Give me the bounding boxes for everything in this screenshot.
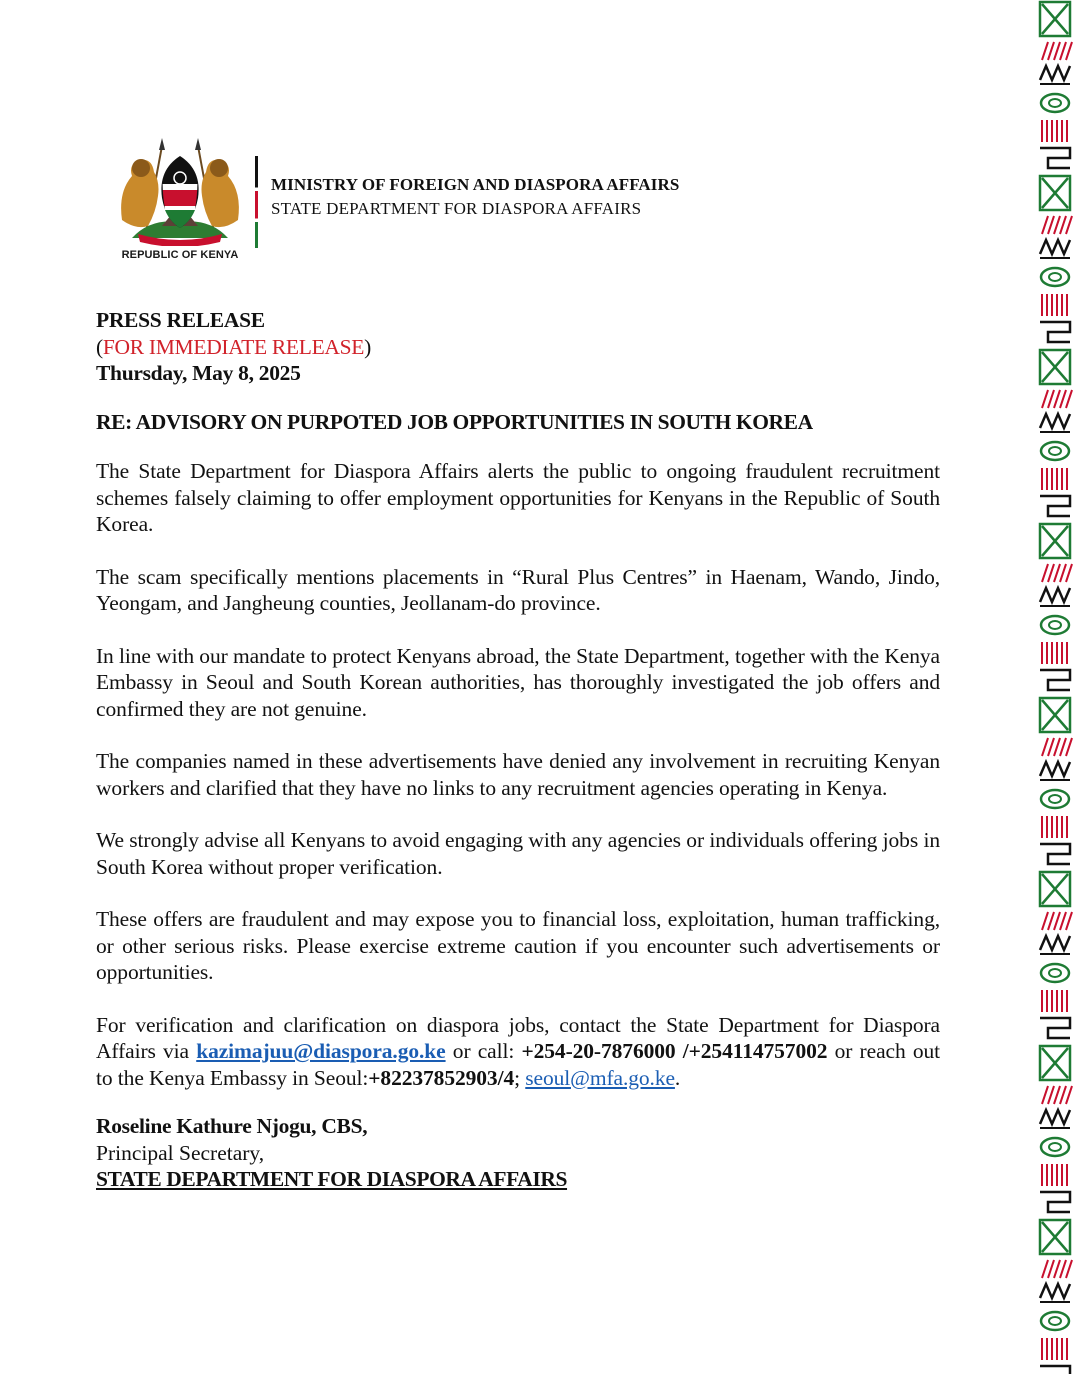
paragraph: In line with our mandate to protect Kenyans abroad, the State Department, together with the Kenya Embassy in Seoul and South Korean authorities, has thoroughly investigated the job offers and confirmed they are not genuine. — [96, 643, 940, 721]
signature-block — [96, 1113, 940, 1193]
contact-embassy-text: or reach out to the Kenya Embassy in Seoul: — [96, 1039, 940, 1090]
contact-end: . — [674, 1065, 681, 1090]
contact-separator: ; — [514, 1065, 526, 1090]
phone-numbers-state-department: +254-20-7876000 /+254114757002 — [521, 1039, 828, 1063]
coat-of-arms-logo — [110, 134, 250, 266]
press-release-body — [96, 307, 940, 1193]
paragraph: We strongly advise all Kenyans to avoid engaging with any agencies or individuals offering jobs in South Korea without proper verification. — [96, 828, 940, 879]
header-divider — [255, 156, 258, 248]
contact-paragraph — [96, 1012, 940, 1092]
release-status-open: ( — [96, 334, 103, 359]
signatory-title: Principal Secretary, — [96, 1140, 265, 1165]
signatory-organization: STATE DEPARTMENT FOR DIASPORA AFFAIRS — [96, 1167, 568, 1191]
subject-line: RE: ADVISORY ON PURPOTED JOB OPPORTUNITIES IN SOUTH KOREA — [96, 409, 813, 434]
paragraph: The scam specifically mentions placements in “Rural Plus Centres” in Haenam, Wando, Jindo, Yeongam, and Jangheung counties, Jeollanam-do province. — [96, 564, 940, 615]
phone-number-embassy: +82237852903/4 — [368, 1065, 515, 1090]
department-title: STATE DEPARTMENT FOR DIASPORA AFFAIRS — [271, 199, 642, 218]
release-status-line — [96, 334, 940, 361]
release-status: FOR IMMEDIATE RELEASE — [102, 334, 365, 359]
coat-caption: REPUBLIC OF KENYA — [121, 249, 239, 261]
decorative-border-pattern — [1036, 0, 1074, 1374]
press-release-label: PRESS RELEASE — [96, 308, 265, 332]
paragraph: The State Department for Diaspora Affairs alerts the public to ongoing fraudulent recruitment schemes falsely claiming to offer employment opportunities for Kenyans in the Republic of South Korea. — [96, 459, 940, 536]
release-status-close: ) — [364, 334, 372, 359]
coat-of-arms-icon — [110, 134, 250, 246]
paragraph: These offers are fraudulent and may expose you to financial loss, exploitation, human trafficking, or other serious risks. Please exercise extreme caution if you encounter such advertisements or opportunities. — [96, 907, 940, 984]
signatory-name: Roseline Kathure Njogu, CBS, — [96, 1114, 368, 1138]
email-link-diaspora[interactable]: kazimajuu@diaspora.go.ke — [196, 1039, 446, 1063]
paragraph: The companies named in these advertisements have denied any involvement in recruiting Kenyan workers and clarified that they have no links to any recruitment agencies operating in Kenya. — [96, 749, 940, 800]
contact-intro: For verification and clarification on diaspora jobs, contact the State Department for Diaspora Affairs via — [96, 1012, 940, 1063]
release-date: Thursday, May 8, 2025 — [96, 361, 301, 385]
ministry-title: MINISTRY OF FOREIGN AND DIASPORA AFFAIRS — [271, 175, 680, 194]
contact-call-text: or call: — [445, 1039, 522, 1063]
email-link-embassy[interactable]: seoul@mfa.go.ke — [525, 1065, 675, 1090]
